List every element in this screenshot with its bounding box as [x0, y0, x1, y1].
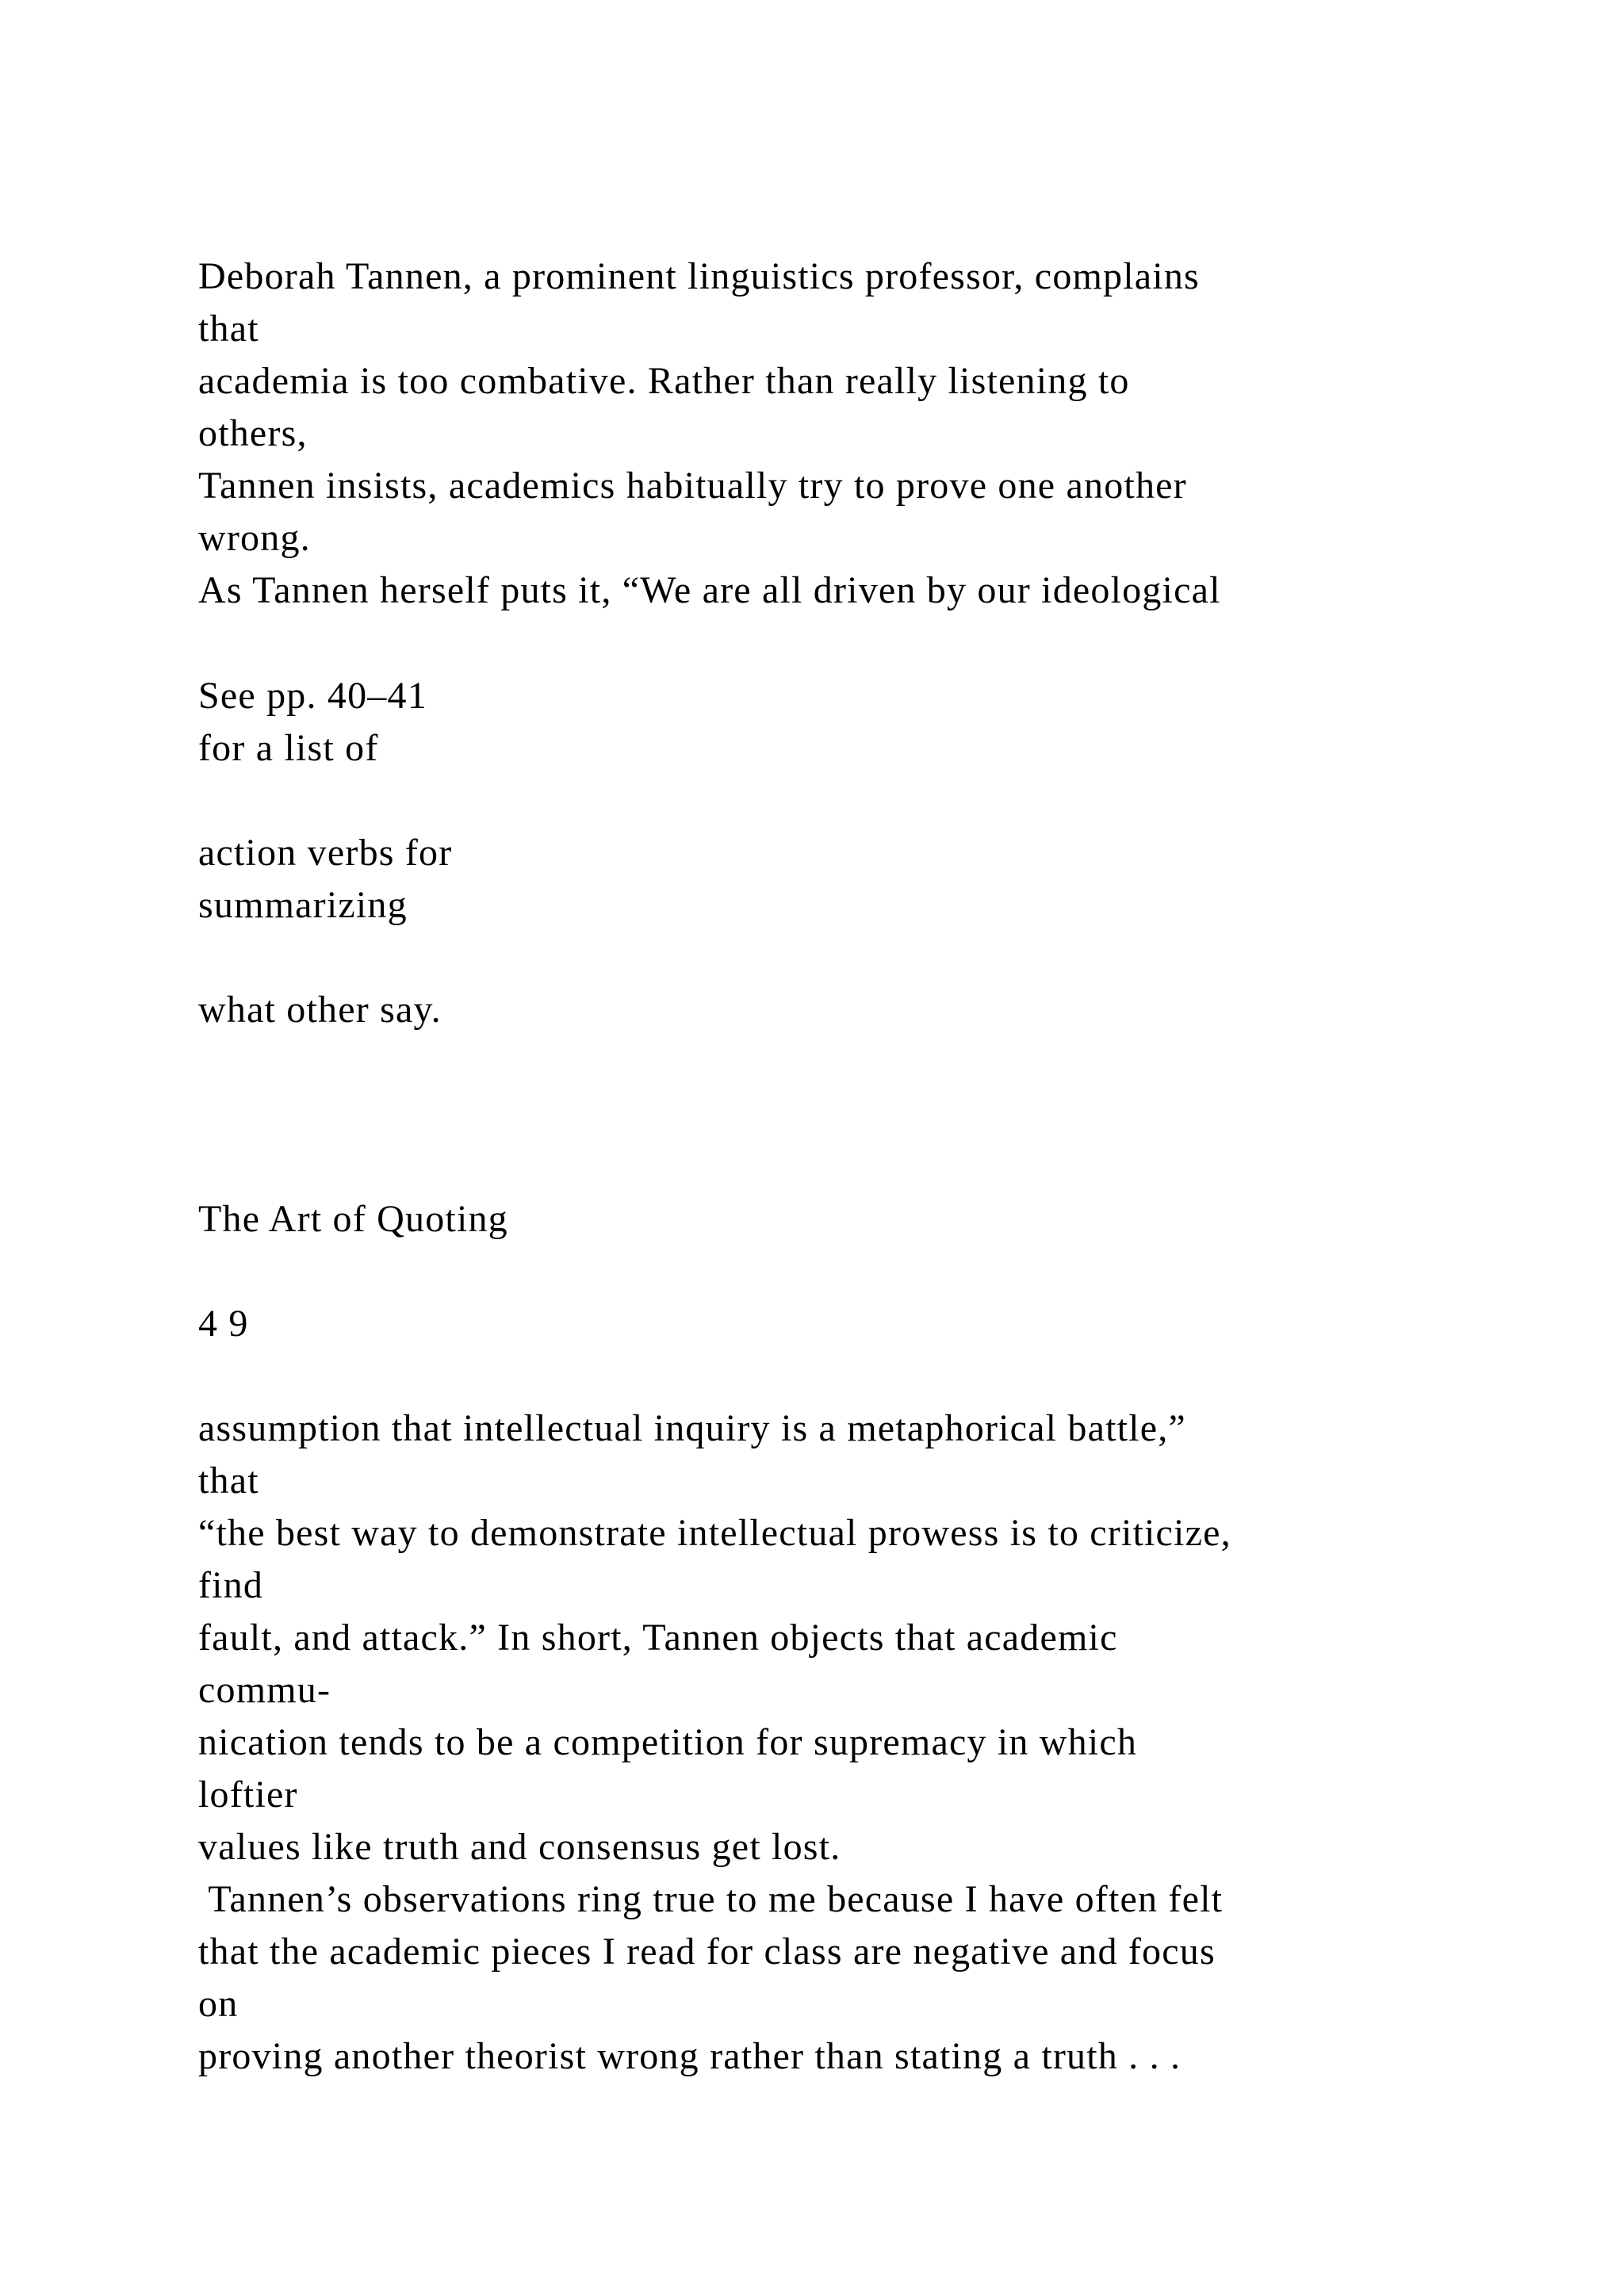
body-text-line: assumption that intellectual inquiry is a metaphorical battle,” [198, 1407, 1186, 1449]
margin-note-line: action verbs for [198, 832, 453, 874]
body-text-line: commu- [198, 1669, 331, 1711]
body-text-line: As Tannen herself puts it, “We are all driven by our ideological [198, 569, 1221, 611]
body-text-line: wrong. [198, 517, 311, 559]
body-text-line: proving another theorist wrong rather than stating a truth . . . [198, 2035, 1182, 2077]
body-text-line: fault, and attack.” In short, Tannen objects that academic [198, 1617, 1118, 1659]
body-text-line: academia is too combative. Rather than really listening to [198, 360, 1130, 402]
body-text-line: Tannen insists, academics habitually try to prove one another [198, 465, 1187, 507]
margin-note-line: See pp. 40–41 [198, 675, 427, 717]
body-text-line: Tannen’s observations ring true to me because I have often felt [198, 1878, 1224, 1920]
body-text-line: that the academic pieces I read for class are negative and focus [198, 1931, 1216, 1973]
margin-note-line: for a list of [198, 727, 379, 769]
page-number: 4 9 [198, 1303, 249, 1345]
running-header: The Art of Quoting [198, 1198, 508, 1240]
body-text-line: Deborah Tannen, a prominent linguistics professor, complains [198, 255, 1200, 297]
body-text-line: values like truth and consensus get lost. [198, 1826, 841, 1868]
body-text-line: “the best way to demonstrate intellectual prowess is to criticize, [198, 1512, 1231, 1554]
body-text-line: others, [198, 412, 308, 454]
body-text-line: find [198, 1564, 264, 1606]
body-text-line: on [198, 1983, 239, 2025]
body-text-line: loftier [198, 1774, 298, 1816]
margin-note-line: summarizing [198, 884, 408, 926]
body-text-line: nication tends to be a competition for supremacy in which [198, 1721, 1138, 1763]
body-text-line: that [198, 308, 259, 350]
margin-note-line: what other say. [198, 989, 442, 1031]
body-text-line: that [198, 1460, 259, 1502]
